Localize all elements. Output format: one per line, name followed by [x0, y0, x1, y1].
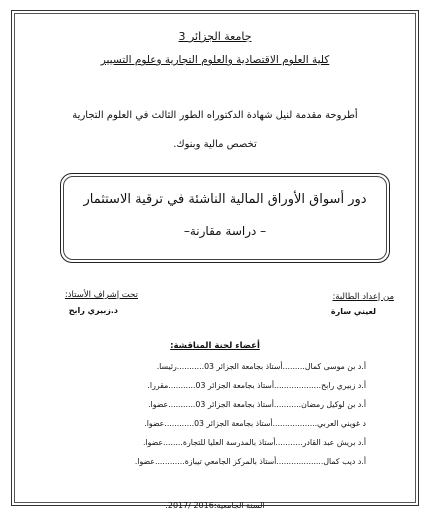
thesis-subtitle: – دراسة مقارنة–	[183, 224, 267, 238]
supervisor-label: تحت إشراف الأستاذ:	[64, 290, 138, 300]
committee-member: د غويني العربي..................أستاذ بجامعة الجزائر 03............عضوا.	[144, 419, 366, 428]
specialization: تخصص مالية وبنوك.	[173, 139, 257, 150]
page-frame	[11, 10, 419, 510]
supervisor-name: د.زبيري رابح	[68, 306, 118, 315]
committee-member: أ.د بريش عبد القادر...........أستاذ بالمدرسة العليا للتجارة........عضوا.	[142, 438, 366, 447]
academic-year: السنة الجامعية:2016 /2017.	[165, 501, 265, 510]
committee-member: أ.د زبيري رابح...................أستاذ بجامعة الجزائر 03...........مقررا.	[147, 381, 366, 390]
committee-member: أ.د ديب كمال...................أستاذ بالمركز الجامعي تيبازة............عضوا.	[134, 457, 366, 466]
committee-heading: أعضاء لجنة المناقشة:	[170, 341, 260, 351]
title-box	[60, 173, 390, 263]
faculty-name: كلية العلوم الاقتصادية والعلوم التجارية وعلوم التسيير	[100, 54, 330, 66]
thesis-description: أطروحة مقدمة لنيل شهادة الدكتوراه الطور الثالث في العلوم التجارية	[72, 110, 358, 121]
committee-member: أ.د بن لوكيل رمضان...........أستاذ بجامعة الجزائر 03...........عضوا.	[148, 400, 366, 409]
student-label: من إعداد الطالبة:	[332, 292, 394, 302]
title-box-inner	[63, 176, 387, 260]
thesis-title: دور أسواق الأوراق المالية الناشئة في ترقية الاستثمار	[83, 192, 367, 207]
student-name: لعيني سارة	[330, 307, 376, 316]
university-name: جامعة الجزائر 3	[178, 30, 252, 43]
committee-member: أ.د بن موسى كمال.........أستاذ بجامعة الجزائر 03...........رئيسا.	[156, 362, 366, 371]
